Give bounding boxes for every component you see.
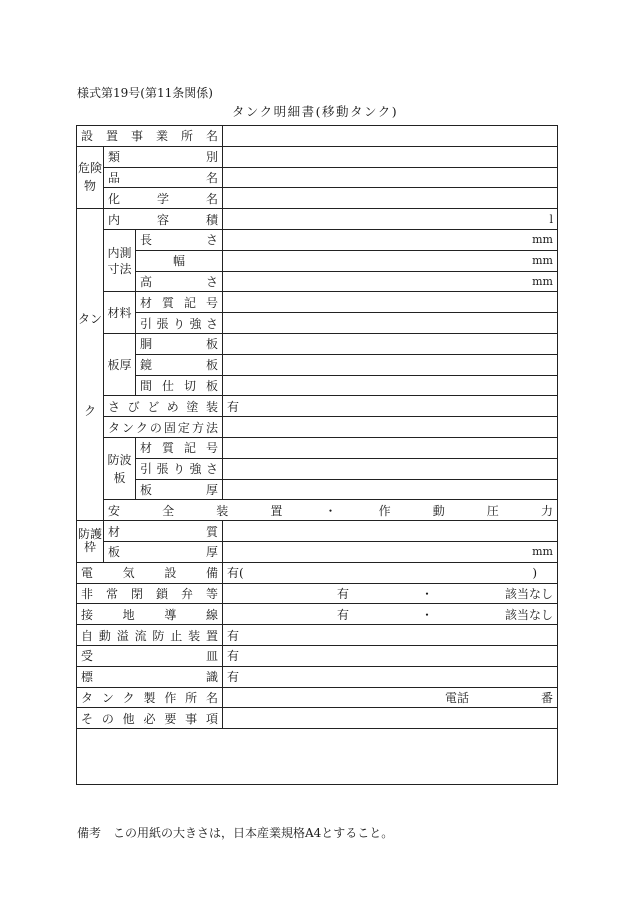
field-other-items[interactable]: [223, 708, 558, 729]
footer-note: 備考 この用紙の大きさは，日本産業規格A4とすること。: [77, 826, 394, 840]
label-baffle-material: 材 質 記 号: [136, 437, 223, 458]
field-guard-thickness[interactable]: mm: [223, 541, 558, 562]
label-tensile-strength: 引 張 り 強 さ: [136, 313, 223, 334]
field-rust-coating[interactable]: 有: [223, 396, 558, 417]
row-fixing-method: [77, 417, 558, 438]
phone-suffix: 番: [540, 690, 553, 705]
row-guard-thickness: [77, 541, 558, 562]
row-baffle-material: [77, 437, 558, 458]
row-guard-material: [77, 521, 558, 542]
row-product-name: [77, 167, 558, 188]
field-overflow-device[interactable]: 有: [223, 625, 558, 646]
field-sign[interactable]: 有: [223, 666, 558, 687]
row-baffle-thickness: [77, 479, 558, 500]
label-baffle-group: 防波板: [104, 437, 136, 499]
field-length[interactable]: mm: [223, 229, 558, 250]
label-other-items: そ の 他 必 要 事 項: [77, 708, 223, 729]
label-emergency-valve: 非 常 閉 鎖 弁 等: [77, 583, 223, 604]
label-overflow-device: 自 動 溢 流 防 止 装 置: [77, 625, 223, 646]
label-rust-coating: さ び ど め 塗 装: [104, 396, 223, 417]
label-inner-dim-group: 内測寸法: [104, 229, 136, 291]
field-baffle-material[interactable]: [223, 437, 558, 458]
field-electrical[interactable]: [223, 562, 558, 583]
label-tray: 受 皿: [77, 645, 223, 666]
label-body-plate: 胴 板: [136, 333, 223, 354]
field-manufacturer[interactable]: [223, 687, 558, 708]
row-chemical-name: [77, 188, 558, 209]
form-number: 様式第19号(第11条関係): [77, 86, 213, 100]
label-length: 長 さ: [136, 229, 223, 250]
label-chemical-name: 化 学 名: [104, 188, 223, 209]
emergency-yes-option[interactable]: 有: [337, 586, 350, 601]
label-hazard-group: 危険物: [77, 146, 104, 208]
label-tank-group: タンク: [77, 209, 104, 521]
label-material-symbol: 材 質 記 号: [136, 292, 223, 313]
field-guard-material[interactable]: [223, 521, 558, 542]
label-electrical: 電 気 設 備: [77, 562, 223, 583]
label-baffle-tensile: 引 張 り 強 さ: [136, 458, 223, 479]
row-emergency-valve: [77, 583, 558, 604]
label-grounding: 接 地 導 線: [77, 604, 223, 625]
label-guard-material: 材 質: [104, 521, 223, 542]
field-other-items-body[interactable]: [77, 729, 558, 785]
label-baffle-thickness: 板 厚: [136, 479, 223, 500]
row-capacity: [77, 209, 558, 230]
field-tray[interactable]: 有: [223, 645, 558, 666]
label-end-plate: 鏡 板: [136, 354, 223, 375]
label-product-name: 品 名: [104, 167, 223, 188]
field-width[interactable]: mm: [223, 250, 558, 271]
row-tray: [77, 645, 558, 666]
field-emergency-valve[interactable]: [223, 583, 558, 604]
row-manufacturer: [77, 687, 558, 708]
label-guard-thickness: 板 厚: [104, 541, 223, 562]
row-other-items: [77, 708, 558, 729]
electrical-open: 有(: [227, 566, 244, 581]
grounding-no-option[interactable]: 該当なし: [504, 607, 553, 622]
row-category: [77, 146, 558, 167]
page-title: タンク明細書(移動タンク): [231, 104, 399, 119]
grounding-dot: ・: [420, 607, 433, 622]
label-guard-group: 防護枠: [77, 521, 104, 563]
label-facility-name: 設 置 事 業 所 名: [77, 126, 223, 147]
row-partition-plate: [77, 375, 558, 396]
label-partition-plate: 間 仕 切 板: [136, 375, 223, 396]
phone-label: 電話: [445, 690, 470, 705]
row-baffle-tensile: [77, 458, 558, 479]
field-capacity[interactable]: l: [223, 209, 558, 230]
row-length: [77, 229, 558, 250]
emergency-dot: ・: [420, 586, 433, 601]
field-product-name[interactable]: [223, 167, 558, 188]
field-partition-plate[interactable]: [223, 375, 558, 396]
field-material-symbol[interactable]: [223, 292, 558, 313]
label-width: 幅: [136, 250, 223, 271]
row-sign: [77, 666, 558, 687]
row-rust-coating: [77, 396, 558, 417]
field-baffle-tensile[interactable]: [223, 458, 558, 479]
grounding-yes-option[interactable]: 有: [337, 607, 350, 622]
row-width: [77, 250, 558, 271]
field-tensile-strength[interactable]: [223, 313, 558, 334]
row-overflow-device: [77, 625, 558, 646]
label-safety-device: 安全装置・作動圧力: [104, 500, 558, 521]
label-category: 類 別: [104, 146, 223, 167]
row-material-symbol: [77, 292, 558, 313]
field-grounding[interactable]: [223, 604, 558, 625]
field-category[interactable]: [223, 146, 558, 167]
label-material-group: 材料: [104, 292, 136, 334]
row-end-plate: [77, 354, 558, 375]
label-fixing-method: タンクの固定方法: [104, 417, 223, 438]
field-facility-name[interactable]: [223, 126, 558, 147]
field-body-plate[interactable]: [223, 333, 558, 354]
field-baffle-thickness[interactable]: [223, 479, 558, 500]
row-tensile-strength: [77, 313, 558, 334]
field-height[interactable]: mm: [223, 271, 558, 292]
row-safety-device: [77, 500, 558, 521]
row-electrical: [77, 562, 558, 583]
row-height: [77, 271, 558, 292]
emergency-no-option[interactable]: 該当なし: [504, 586, 553, 601]
label-capacity: 内 容 積: [104, 209, 223, 230]
field-fixing-method[interactable]: [223, 417, 558, 438]
row-facility-name: [77, 126, 558, 147]
electrical-close: ): [532, 565, 537, 580]
field-chemical-name[interactable]: [223, 188, 558, 209]
field-end-plate[interactable]: [223, 354, 558, 375]
label-height: 高 さ: [136, 271, 223, 292]
label-sign: 標 識: [77, 666, 223, 687]
row-body-plate: [77, 333, 558, 354]
label-thickness-group: 板厚: [104, 333, 136, 395]
label-manufacturer: タ ン ク 製 作 所 名: [77, 687, 223, 708]
row-other-items-body: [77, 729, 558, 785]
row-grounding: [77, 604, 558, 625]
tank-spec-form: [76, 125, 558, 785]
